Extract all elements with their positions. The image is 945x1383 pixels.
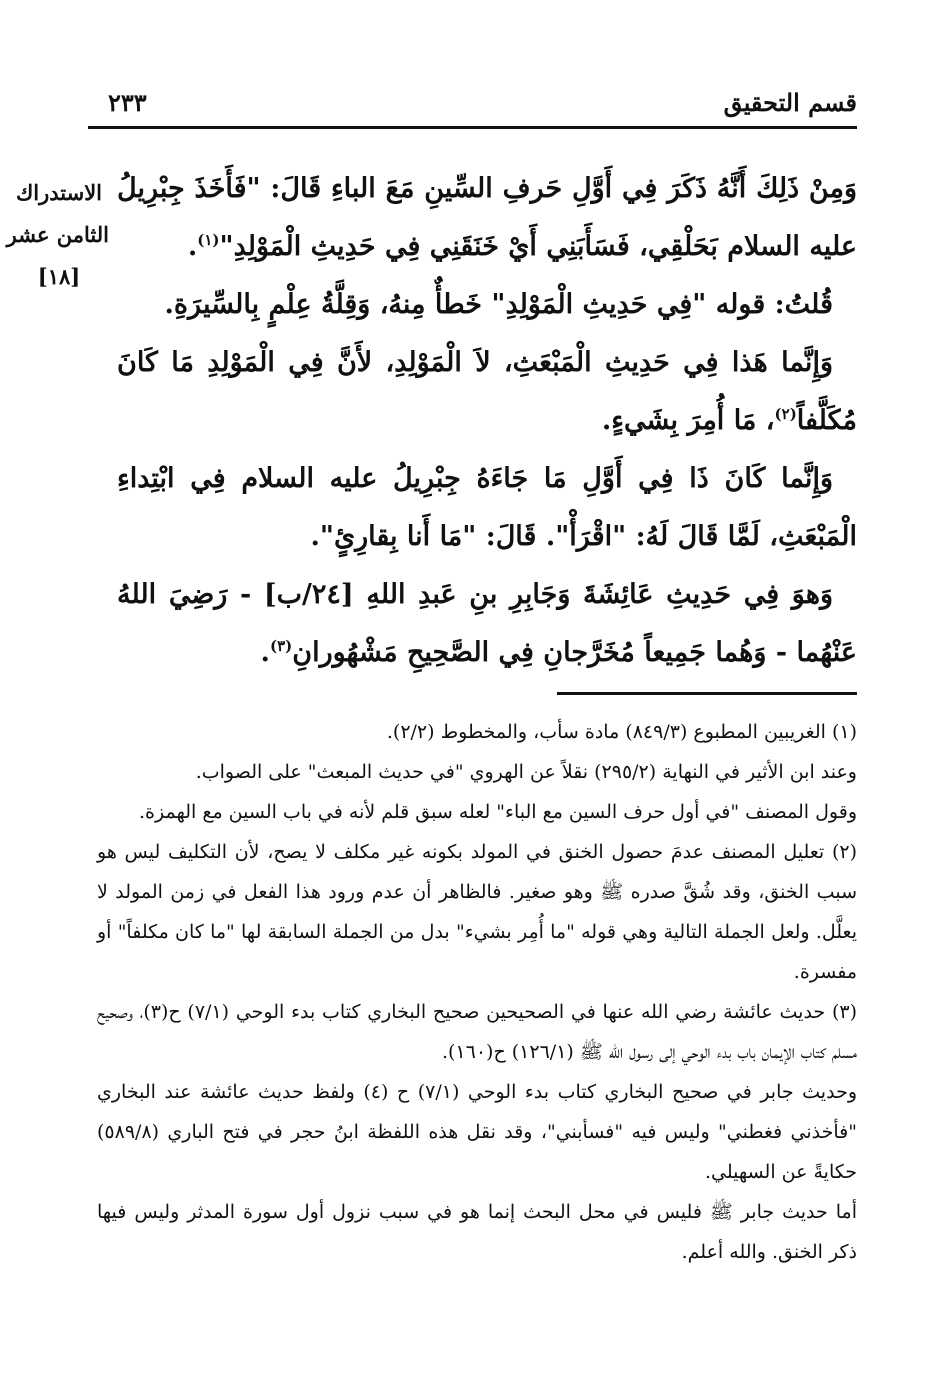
footnote-ref-2: (٢) xyxy=(774,405,797,423)
paragraph-4: وَإِنَّما كَانَ ذَا فِي أَوَّلِ مَا جَاءَهُ جِبْرِيلُ عليه السلام فِي ابْتِداءِ الْمَبْعَثِ، لَمَّا قَالَ لَهُ: "اقْرَأْ". قَالَ: "مَا أَنا بِقارِئٍ". xyxy=(117,463,857,552)
footnote-1-number: (١) xyxy=(831,721,857,743)
footnote-3-continued-b: وحديث جابر في صحيح البخاري كتاب بدء الوحي (٧/١) ح (٤) ولفظ حديث عائشة عند البخاري "فأخذني فغطني" وليس فيه "فسأبني"، وقد نقل هذه اللفظة ابنُ حجر في فتح الباري (٥٨٩/٨) حكايةً عن السهيلي. xyxy=(97,1081,857,1183)
paragraph-3-text: وَإِنَّما هَذا فِي حَدِيثِ الْمَبْعَثِ، لاَ الْمَوْلِدِ، لأَنَّ فِي الْمَوْلِدِ مَا كَانَ مُكَلَّفاً xyxy=(117,347,857,436)
footnote-2-text: تعليل المصنف عدمَ حصول الخنق في المولد بكونه غير مكلف لا يصح، لأن التكليف ليس هو سبب الخنق، وقد شُقَّ صدره ﷺ وهو صغير. فالظاهر أن عدم ورود هذا الفعل في زمن المولد لا يعلَّل. ولعل الجملة التالية وهي قوله "ما أُمِر بشيء" بدل من الجملة السابقة لها "ما كان مكلفاً" أو مفسرة. xyxy=(97,841,857,983)
paragraph-1-text: وَمِنْ ذَلِكَ أَنَّهُ ذَكَرَ فِي أَوَّلِ حَرفِ السِّينِ مَعَ الباءِ قَالَ: "فَأَخَذَ جِبْرِيلُ عليه السلام بَحَلْقِي، فَسَأَبَنِي أَيْ خَنَقَنِي فِي حَدِيثِ الْمَوْلِدِ" xyxy=(117,173,857,262)
footnote-1-text-a: الغريبين المطبوع (٨٤٩/٣) مادة سأب، والمخطوط (٢/٢). xyxy=(386,721,826,743)
paragraph-1: وَمِنْ ذَلِكَ أَنَّهُ ذَكَرَ فِي أَوَّلِ حَرفِ السِّينِ مَعَ الباءِ قَالَ: "فَأَخَذَ جِبْرِيلُ عليه السلام بَحَلْقِي، فَسَأَبَنِي أَيْ خَنَقَنِي فِي حَدِيثِ الْمَوْلِدِ"$^{(١)}$. xyxy=(117,173,857,262)
margin-note-line1: الاستدراك xyxy=(15,180,103,205)
footnote-2-number: (٢) xyxy=(831,841,857,863)
page-number: ٢٣٣ xyxy=(108,88,147,117)
margin-note-line2: الثامن عشر xyxy=(6,222,109,247)
paragraph-5 xyxy=(117,566,857,682)
footnote-separator xyxy=(557,692,857,695)
footnote-3-text-a: حديث عائشة رضي الله عنها في الصحيحين صحيح البخاري كتاب بدء الوحي (٧/١) ح(٣)، وصحيح مسلم كتاب الإيمان باب بدء الوحي إلى رسول الله ﷺ (١٢٦/١) ح(١٦٠). xyxy=(97,1001,857,1063)
paragraph-5-text: وَهوَ فِي حَدِيثِ عَائِشَةَ وَجَابِرِ بنِ عَبدِ اللهِ [٢٤/ب] - رَضِيَ اللهُ عَنْهُما - وَهُما جَمِيعاً مُخَرَّجانِ فِي الصَّحِيحِ مَشْهُورانِ xyxy=(117,579,857,668)
margin-note-number: [١٨] xyxy=(37,264,81,289)
footnote-3-continued-c: أما حديث جابر ﷺ فليس في محل البحث إنما هو في سبب نزول أول سورة المدثر وليس فيها ذكر الخنق. والله أعلم. xyxy=(97,1201,857,1263)
footnote-3 xyxy=(97,992,857,1072)
main-text xyxy=(117,160,857,682)
header-rule xyxy=(88,126,857,129)
footnote-2 xyxy=(97,832,857,992)
paragraph-2: قُلتُ: قوله "فِي حَدِيثِ الْمَوْلِدِ" خَطأٌ مِنهُ، وَقِلَّةُ عِلْمٍ بِالسِّيرَةِ. xyxy=(164,289,833,320)
footnote-ref-1: (١) xyxy=(197,231,220,249)
paragraph-3-tail: ، مَا أُمِرَ بِشَيءٍ. xyxy=(601,405,775,436)
margin-note xyxy=(6,172,109,298)
running-header-title: قسم التحقيق xyxy=(723,88,857,117)
footnote-1-continued-b: وعند ابن الأثير في النهاية (٢٩٥/٢) نقلاً عن الهروي "في حديث المبعث" على الصواب. xyxy=(195,761,857,783)
footnote-1 xyxy=(97,712,857,752)
footnote-3-number: (٣) xyxy=(831,1001,858,1023)
footnote-1-continued-c: وقول المصنف "في أول حرف السين مع الباء" لعله سبق قلم لأنه في باب السين مع الهمزة. xyxy=(139,801,857,823)
paragraph-3 xyxy=(117,334,857,450)
footnote-ref-3: (٣) xyxy=(269,637,293,655)
paragraph-5-tail: . xyxy=(260,637,270,668)
footnotes xyxy=(97,712,857,1272)
